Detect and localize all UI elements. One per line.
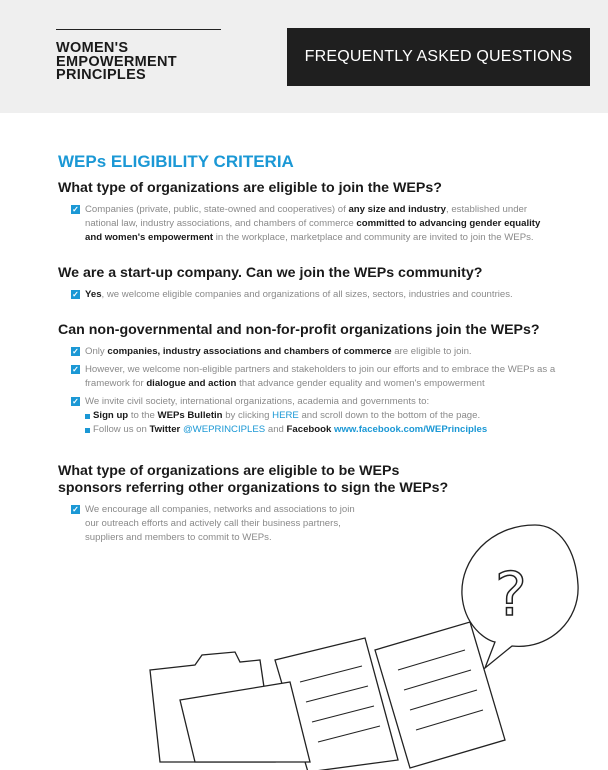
logo-line: EMPOWERMENT xyxy=(56,53,177,70)
text-bold: dialogue and action xyxy=(146,378,237,389)
text-bold: Sign up xyxy=(93,410,129,421)
checkbox-icon: ✓ xyxy=(72,290,79,299)
here-link[interactable]: HERE xyxy=(272,410,299,421)
text: Companies (private, public, state-owned and cooperatives) of xyxy=(85,204,349,215)
faq-3 xyxy=(58,322,558,437)
checkbox-icon: ✓ xyxy=(72,347,79,356)
answer xyxy=(58,345,558,359)
text: Follow us on xyxy=(93,424,150,435)
text: in the workplace, marketplace and community are invited to join the WEPs. xyxy=(213,232,534,243)
text-bold: any size and industry xyxy=(348,204,447,215)
logo-line: WOMEN'S xyxy=(56,40,129,56)
text: are eligible to join. xyxy=(391,346,472,357)
text: suppliers and members to commit to WEPs. xyxy=(85,532,272,543)
text-bold: Yes xyxy=(85,289,102,300)
text: and scroll down to the bottom of the page. xyxy=(298,410,481,421)
question: Can non-governmental and non-for-profit organizations join the WEPs? xyxy=(58,322,540,338)
section-title: WEPs ELIGIBILITY CRITERIA xyxy=(58,152,294,171)
checkbox-icon: ✓ xyxy=(72,397,79,406)
sub-item xyxy=(58,423,558,437)
text: We encourage all companies, networks and associations to join xyxy=(85,504,355,515)
text: our outreach efforts and actively call their business partners, xyxy=(85,518,341,529)
text: that advance gender equality and women's empowerment xyxy=(236,378,485,389)
text-bold: Facebook xyxy=(286,424,332,435)
faq-2 xyxy=(58,265,558,302)
question-line: What type of organizations are eligible to be WEPs xyxy=(58,463,400,479)
faq-banner-text: FREQUENTLY ASKED QUESTIONS xyxy=(304,48,573,65)
question-line: sponsors referring other organizations to sign the WEPs? xyxy=(58,480,449,496)
text-bold: committed to advancing gender equality and women's empowerment xyxy=(85,218,541,243)
text: , we welcome eligible companies and organizations of all sizes, sectors, industries and countries. xyxy=(101,289,513,300)
text: to the xyxy=(128,410,158,421)
logo-line: PRINCIPLES xyxy=(56,67,147,83)
bullet-icon xyxy=(85,428,90,433)
checkbox-icon: ✓ xyxy=(72,505,79,514)
text: Only xyxy=(85,346,108,357)
text: However, we welcome non-eligible partners and stakeholders to join our efforts and to embrace the WEPs as a framework for xyxy=(85,364,556,389)
answer xyxy=(58,363,558,391)
question xyxy=(58,463,558,497)
bullet-icon xyxy=(85,414,90,419)
text: We invite civil society, international organizations, academia and governments to: xyxy=(85,396,430,407)
answer xyxy=(58,288,558,302)
faq-banner xyxy=(287,28,590,86)
text-bold: companies, industry associations and chambers of commerce xyxy=(107,346,392,357)
faq-1 xyxy=(58,180,558,245)
answer xyxy=(58,203,558,245)
checkbox-icon: ✓ xyxy=(72,365,79,374)
documents-question-illustration xyxy=(140,510,580,770)
text: by clicking xyxy=(222,410,273,421)
answer xyxy=(58,395,558,409)
facebook-link[interactable]: www.facebook.com/WEPrinciples xyxy=(334,424,488,435)
question-mark-icon: ? xyxy=(495,560,527,630)
sub-item xyxy=(58,409,558,423)
text: , established under national law, industry associations, and chambers of commerce xyxy=(85,204,528,229)
weps-logo xyxy=(56,29,221,83)
twitter-link[interactable]: @WEPRINCIPLES xyxy=(182,424,266,435)
text-bold: WEPs Bulletin xyxy=(157,410,223,421)
question: We are a start-up company. Can we join the WEPs community? xyxy=(58,265,483,281)
question: What type of organizations are eligible to join the WEPs? xyxy=(58,180,442,196)
text: and xyxy=(265,424,287,435)
text-bold: Twitter xyxy=(149,424,181,435)
checkbox-icon: ✓ xyxy=(72,205,79,214)
main-content xyxy=(58,152,558,565)
